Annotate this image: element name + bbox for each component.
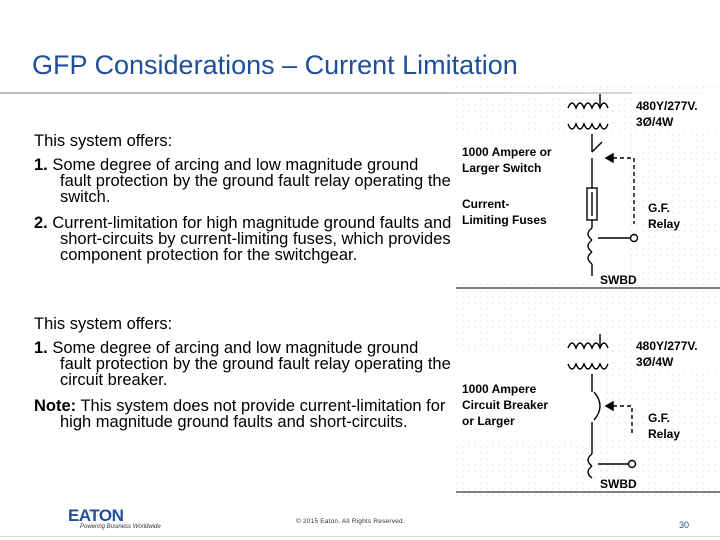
switch-label: 1000 Ampere or xyxy=(462,145,552,159)
item-text: Current-limitation for high magnitude ground faults and short-circuits by current-limiting fuses, which provides component protection for the switchgear. xyxy=(47,214,452,264)
relay-label: G.F. xyxy=(648,411,671,425)
item-text: Some degree of arcing and low magnitude ground fault protection by the ground fault relay operating the circuit breaker. xyxy=(47,339,451,389)
logo-tagline: Powering Business Worldwide xyxy=(80,524,161,530)
item-number: 1. xyxy=(34,156,48,174)
list-item xyxy=(34,340,454,388)
switch-label: Larger Switch xyxy=(462,161,542,175)
slide-title: GFP Considerations – Current Limitation xyxy=(32,50,518,80)
one-line-diagrams xyxy=(456,86,720,496)
swbd-label: SWBD xyxy=(600,477,637,491)
fuse-label: Current- xyxy=(462,197,510,211)
copyright-notice: © 2015 Eaton. All Rights Reserved. xyxy=(296,518,405,525)
phase-label: 3Ø/4W xyxy=(636,355,674,369)
section-switch-system xyxy=(34,133,454,273)
list-item xyxy=(34,157,454,205)
voltage-label: 480Y/277V. xyxy=(636,99,698,113)
section-lead: This system offers: xyxy=(34,315,173,333)
section-lead: This system offers: xyxy=(34,132,173,150)
note-item xyxy=(34,398,454,430)
svg-text:EATON: EATON xyxy=(68,506,124,524)
page-number: 30 xyxy=(679,520,690,530)
breaker-label: 1000 Ampere xyxy=(462,382,537,396)
relay-label: G.F. xyxy=(648,201,671,215)
section-breaker-system xyxy=(34,316,454,440)
eaton-logo xyxy=(68,506,130,524)
phase-label: 3Ø/4W xyxy=(636,115,674,129)
voltage-label: 480Y/277V. xyxy=(636,339,698,353)
breaker-label: or Larger xyxy=(462,414,515,428)
item-number: 1. xyxy=(34,339,48,357)
fuse-label: Limiting Fuses xyxy=(462,213,547,227)
relay-label: Relay xyxy=(648,217,681,231)
list-item xyxy=(34,215,454,263)
note-text: This system does not provide current-limitation for high magnitude ground faults and short-circuits. xyxy=(60,397,446,431)
footer-divider xyxy=(0,536,720,537)
breaker-label: Circuit Breaker xyxy=(462,398,549,412)
item-text: Some degree of arcing and low magnitude ground fault protection by the ground fault relay operating the switch. xyxy=(47,156,451,206)
relay-label: Relay xyxy=(648,427,681,441)
item-number: 2. xyxy=(34,214,48,232)
swbd-label: SWBD xyxy=(600,273,637,287)
note-label: Note: xyxy=(34,397,77,415)
